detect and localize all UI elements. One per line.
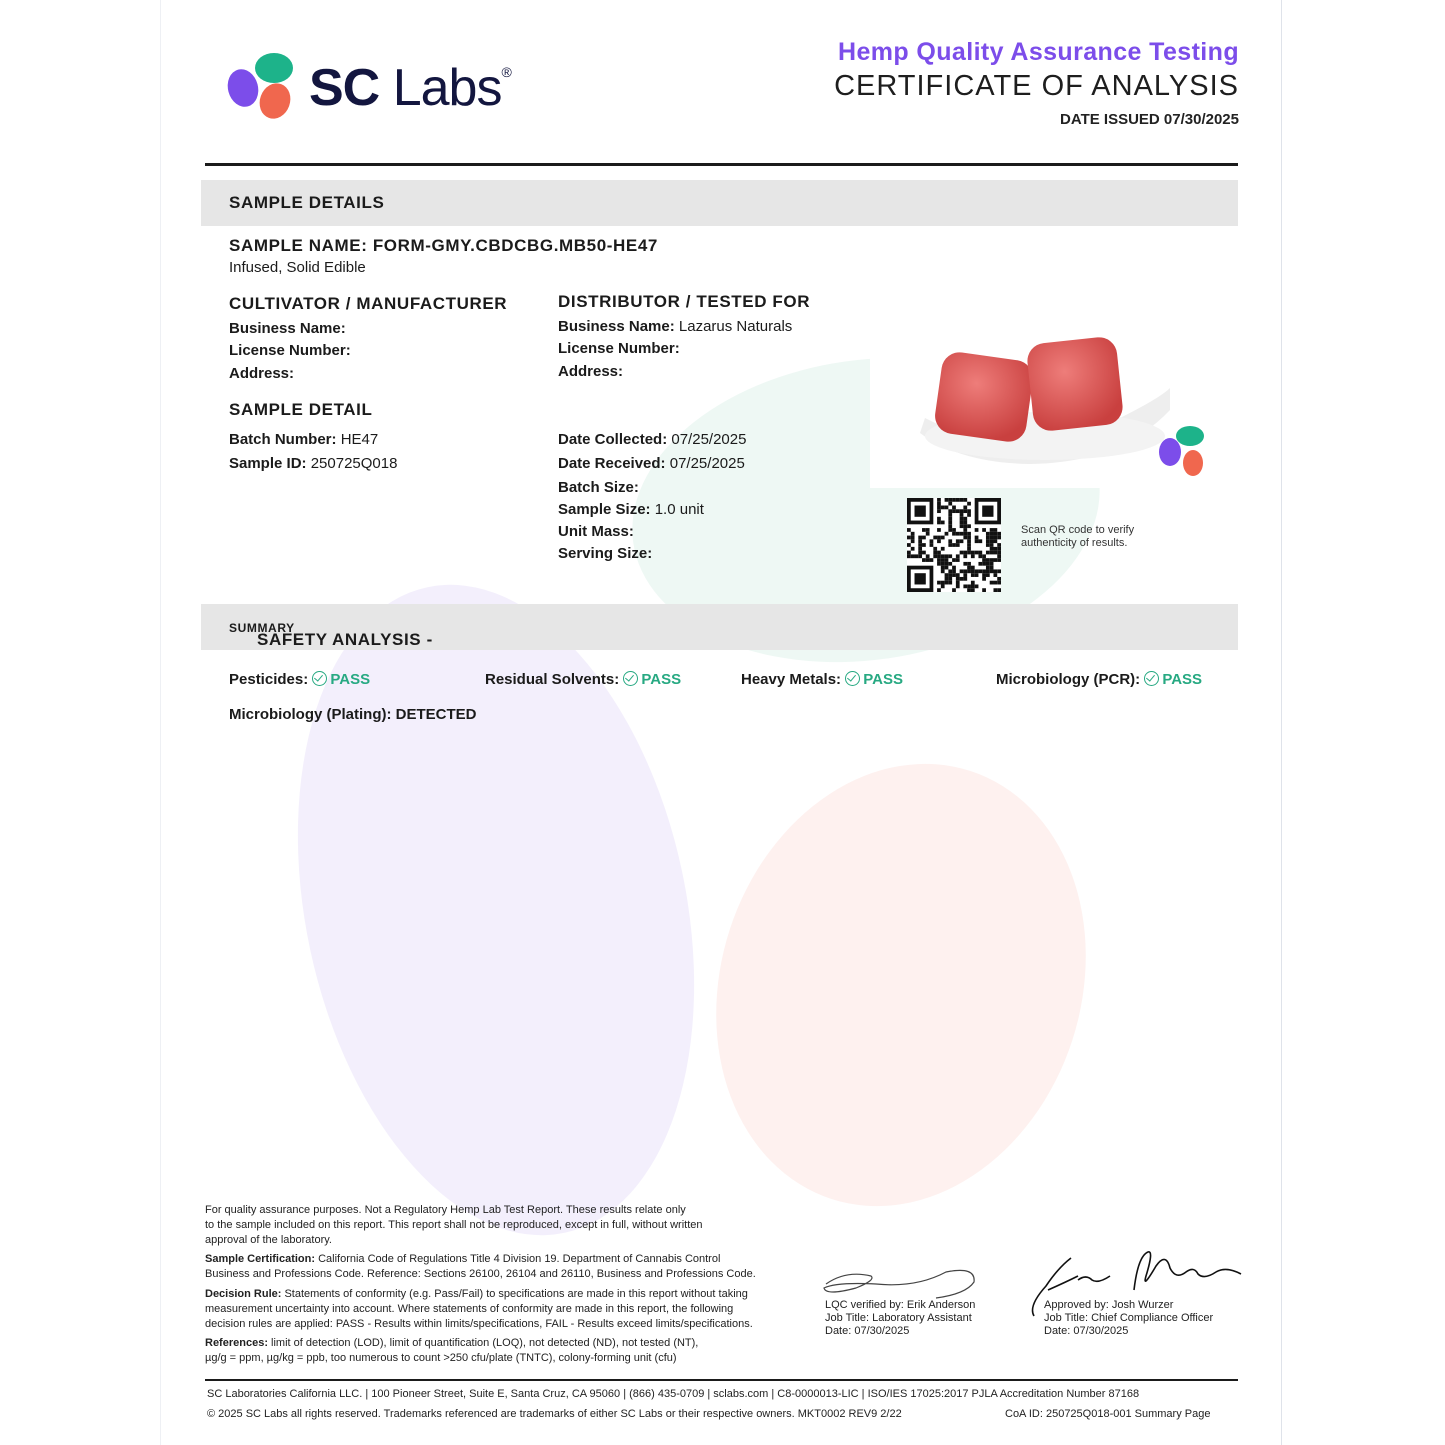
serving-size-label: Serving Size: (558, 545, 653, 562)
header-divider (205, 163, 1238, 166)
unit-mass-label: Unit Mass: (558, 523, 634, 540)
product-photo (870, 318, 1238, 488)
cultivator-heading: CULTIVATOR / MANUFACTURER (229, 294, 508, 313)
footer-address: SC Laboratories California LLC. | 100 Pioneer Street, Suite E, Santa Cruz, CA 95060 | (866) 435-0709 | sclabs.com | C8-0000013-LIC | ISO/IES 17025:2017 PJLA Accreditation Number 87168 (207, 1388, 1140, 1400)
gummy-image-icon (870, 318, 1238, 488)
page-title: CERTIFICATE OF ANALYSIS (834, 70, 1239, 102)
header-subtitle: Hemp Quality Assurance Testing (838, 38, 1239, 66)
disclaimer-text: For quality assurance purposes. Not a Regulatory Hemp Lab Test Report. These results relate only to the sample included on this report. This report shall not be reproduced, except in full, without written approval of the laboratory. (205, 1204, 703, 1246)
distributor-business: Business Name: Lazarus Naturals (558, 318, 793, 335)
batch-size-label: Batch Size: (558, 479, 639, 496)
lqc-signature-block: LQC verified by: Erik Anderson Job Title: Laboratory Assistant Date: 07/30/2025 (825, 1299, 976, 1337)
coa-page (160, 0, 1282, 1445)
sample-category: Infused, Solid Edible (229, 259, 366, 276)
qr-note: Scan QR code to verify authenticity of results. (1021, 524, 1135, 549)
date-issued: DATE ISSUED 07/30/2025 (1060, 111, 1239, 128)
cultivator-address-label: Address: (229, 365, 295, 382)
cultivator-license-label: License Number: (229, 342, 351, 359)
sample-size: Sample Size: 1.0 unit (558, 501, 704, 518)
footer-coa-id: CoA ID: 250725Q018-001 Summary Page (1005, 1408, 1211, 1420)
decorative-blob-purple (242, 548, 751, 1273)
date-received: Date Received: 07/25/2025 (558, 455, 745, 472)
distributor-license-label: License Number: (558, 340, 680, 357)
check-circle-icon (845, 671, 860, 686)
date-collected: Date Collected: 07/25/2025 (558, 431, 747, 448)
sc-labs-logo-icon (226, 50, 296, 126)
decorative-blob-pink (660, 715, 1141, 1254)
safety-item-microbiology-plating: Microbiology (Plating): DETECTED (229, 706, 477, 723)
batch-number: Batch Number: HE47 (229, 431, 379, 448)
brand-wordmark: SC Labs® (309, 59, 511, 117)
safety-item-microbiology-pcr: Microbiology (PCR): PASS (996, 671, 1203, 688)
qr-code-icon[interactable] (907, 498, 1001, 592)
distributor-address-label: Address: (558, 363, 624, 380)
references-text: References: limit of detection (LOD), limit of quantification (LOQ), not detected (ND), not tested (NT), µg/g = ppm, µg/kg = ppb, too numerous to count >250 cfu/plate (TNTC), colony-forming unit (cfu) (205, 1337, 699, 1364)
decision-rule-text: Decision Rule: Statements of conformity (e.g. Pass/Fail) to specifications are made in this report without taking measurement uncertainty into account. Where statements of conformity are made in this report, the following decision rules are applied: PASS - Results within limits/specifications, FAIL - Results exceed limits/specifications. (205, 1288, 753, 1330)
sample-certification-text: Sample Certification: California Code of Regulations Title 4 Division 19. Department of Cannabis Control Business and Professions Code. Reference: Sections 26100, 26104 and 26110, Business and Professions Code. (205, 1253, 756, 1280)
safety-item-residual-solvents: Residual Solvents: PASS (485, 671, 682, 688)
sample-id: Sample ID: 250725Q018 (229, 455, 398, 472)
distributor-heading: DISTRIBUTOR / TESTED FOR (558, 292, 811, 311)
sample-name: SAMPLE NAME: FORM-GMY.CBDCBG.MB50-HE47 (229, 236, 658, 255)
sample-detail-heading: SAMPLE DETAIL (229, 400, 373, 419)
footer-copyright: © 2025 SC Labs all rights reserved. Trademarks referenced are trademarks of either SC Labs or their respective owners. MKT0002 REV9 2/22 (207, 1408, 902, 1420)
sample-details-band: SAMPLE DETAILS (201, 180, 1238, 226)
footer-divider (205, 1379, 1238, 1381)
check-circle-icon (1144, 671, 1159, 686)
safety-analysis-band: SAFETY ANALYSIS - SUMMARY (201, 604, 1238, 650)
check-circle-icon (623, 671, 638, 686)
cultivator-business-label: Business Name: (229, 320, 346, 337)
safety-item-pesticides: Pesticides: PASS (229, 671, 371, 688)
check-circle-icon (312, 671, 327, 686)
approval-signature-block: Approved by: Josh Wurzer Job Title: Chief Compliance Officer Date: 07/30/2025 (1044, 1299, 1214, 1337)
safety-item-heavy-metals: Heavy Metals: PASS (741, 671, 903, 688)
